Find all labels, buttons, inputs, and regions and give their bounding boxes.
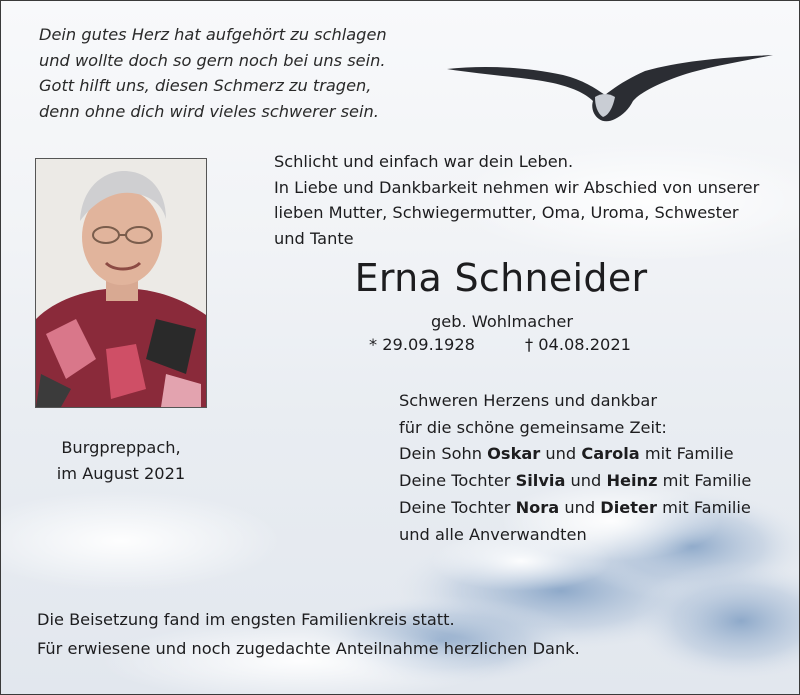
footer-text <box>37 605 580 663</box>
poem-line: denn ohne dich wird vieles schwerer sein. <box>39 101 379 121</box>
text: Deine Tochter <box>399 497 516 517</box>
text: mit Familie <box>656 497 751 517</box>
poem-line: Gott hilft uns, diesen Schmerz zu tragen, <box>39 76 372 95</box>
mourners <box>399 388 751 548</box>
intro-line: lieben Mutter, Schwiegermutter, Oma, Uroma, Schwester <box>274 203 739 223</box>
seagull-icon <box>445 53 775 133</box>
birth-date: * 29.09.1928 <box>369 335 475 354</box>
name: Carola <box>581 444 640 464</box>
mourner-son <box>399 441 751 468</box>
poem-line: und wollte doch so gern noch bei uns sein. <box>39 50 386 70</box>
intro-line: Schlicht und einfach war dein Leben. <box>274 152 574 171</box>
intro-line: In Liebe und Dankbarkeit nehmen wir Abschied von unserer <box>274 177 760 197</box>
poem-line: Dein gutes Herz hat aufgehört zu schlagen <box>39 25 387 44</box>
text: und <box>565 471 607 491</box>
mourners-line: Schweren Herzens und dankbar <box>399 391 657 410</box>
deceased-name: Erna Schneider <box>354 256 648 300</box>
intro-text <box>274 149 759 251</box>
text: mit Familie <box>657 471 752 491</box>
place: Burgpreppach, <box>61 438 181 457</box>
name: Oskar <box>487 444 541 464</box>
name: Silvia <box>515 471 566 491</box>
name: Dieter <box>600 497 657 517</box>
mourner-daughter <box>399 495 751 522</box>
birth-name: geb. Wohlmacher <box>431 312 573 331</box>
footer-line: Die Beisetzung fand im engsten Familienkreis statt. <box>37 610 455 629</box>
text: und <box>540 444 582 464</box>
life-dates <box>369 335 631 354</box>
footer-line: Für erwiesene und noch zugedachte Anteilnahme herzlichen Dank. <box>37 639 580 658</box>
name: Nora <box>515 497 560 517</box>
mourners-line: und alle Anverwandten <box>399 524 587 544</box>
mourners-line: für die schöne gemeinsame Zeit: <box>399 417 667 437</box>
text: Dein Sohn <box>399 444 488 464</box>
intro-line: und Tante <box>274 228 354 248</box>
place-date <box>35 435 207 486</box>
mourner-daughter <box>399 468 751 495</box>
date: im August 2021 <box>56 463 186 483</box>
text: Deine Tochter <box>399 471 516 491</box>
text: und <box>559 497 601 517</box>
name: Heinz <box>606 471 658 491</box>
poem <box>39 22 387 124</box>
text: mit Familie <box>639 444 734 464</box>
death-date: † 04.08.2021 <box>525 335 631 354</box>
